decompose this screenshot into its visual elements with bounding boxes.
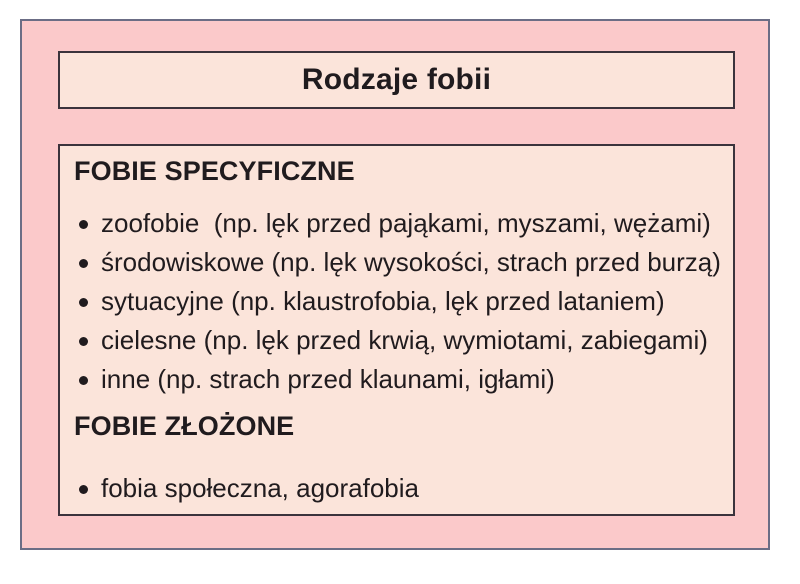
list-item-label: fobia społeczna, agorafobia — [101, 473, 420, 503]
title-box — [58, 51, 735, 109]
list-item-label: cielesne (np. lęk przed krwią, wymiotami, zabiegami) — [101, 325, 708, 355]
bullet-icon — [79, 259, 88, 268]
content-box — [58, 144, 735, 516]
list-item-environmental — [74, 243, 719, 282]
list-item-label: sytuacyjne (np. klaustrofobia, lęk przed lataniem) — [101, 286, 665, 316]
section-heading-complex-phobias: FOBIE ZŁOŻONE — [74, 411, 295, 441]
bullet-icon — [79, 485, 88, 494]
list-item-other — [74, 360, 719, 399]
bullet-icon — [79, 220, 88, 229]
list-item-bodily — [74, 321, 719, 360]
bullet-icon — [79, 298, 88, 307]
phobia-types-figure — [20, 19, 770, 550]
list-item-label: zoofobie (np. lęk przed pająkami, myszami, wężami) — [101, 208, 711, 238]
section-heading-specific-phobias: FOBIE SPECYFICZNE — [74, 156, 355, 186]
list-item-label: inne (np. strach przed klaunami, igłami) — [101, 364, 555, 394]
bullet-icon — [79, 337, 88, 346]
list-item-label: środowiskowe (np. lęk wysokości, strach przed burzą) — [101, 247, 721, 277]
list-item-social-agoraphobia — [74, 469, 719, 508]
bullet-icon — [79, 376, 88, 385]
list-item-zoophobias — [74, 204, 719, 243]
page-title: Rodzaje fobii — [301, 63, 492, 96]
list-item-situational — [74, 282, 719, 321]
